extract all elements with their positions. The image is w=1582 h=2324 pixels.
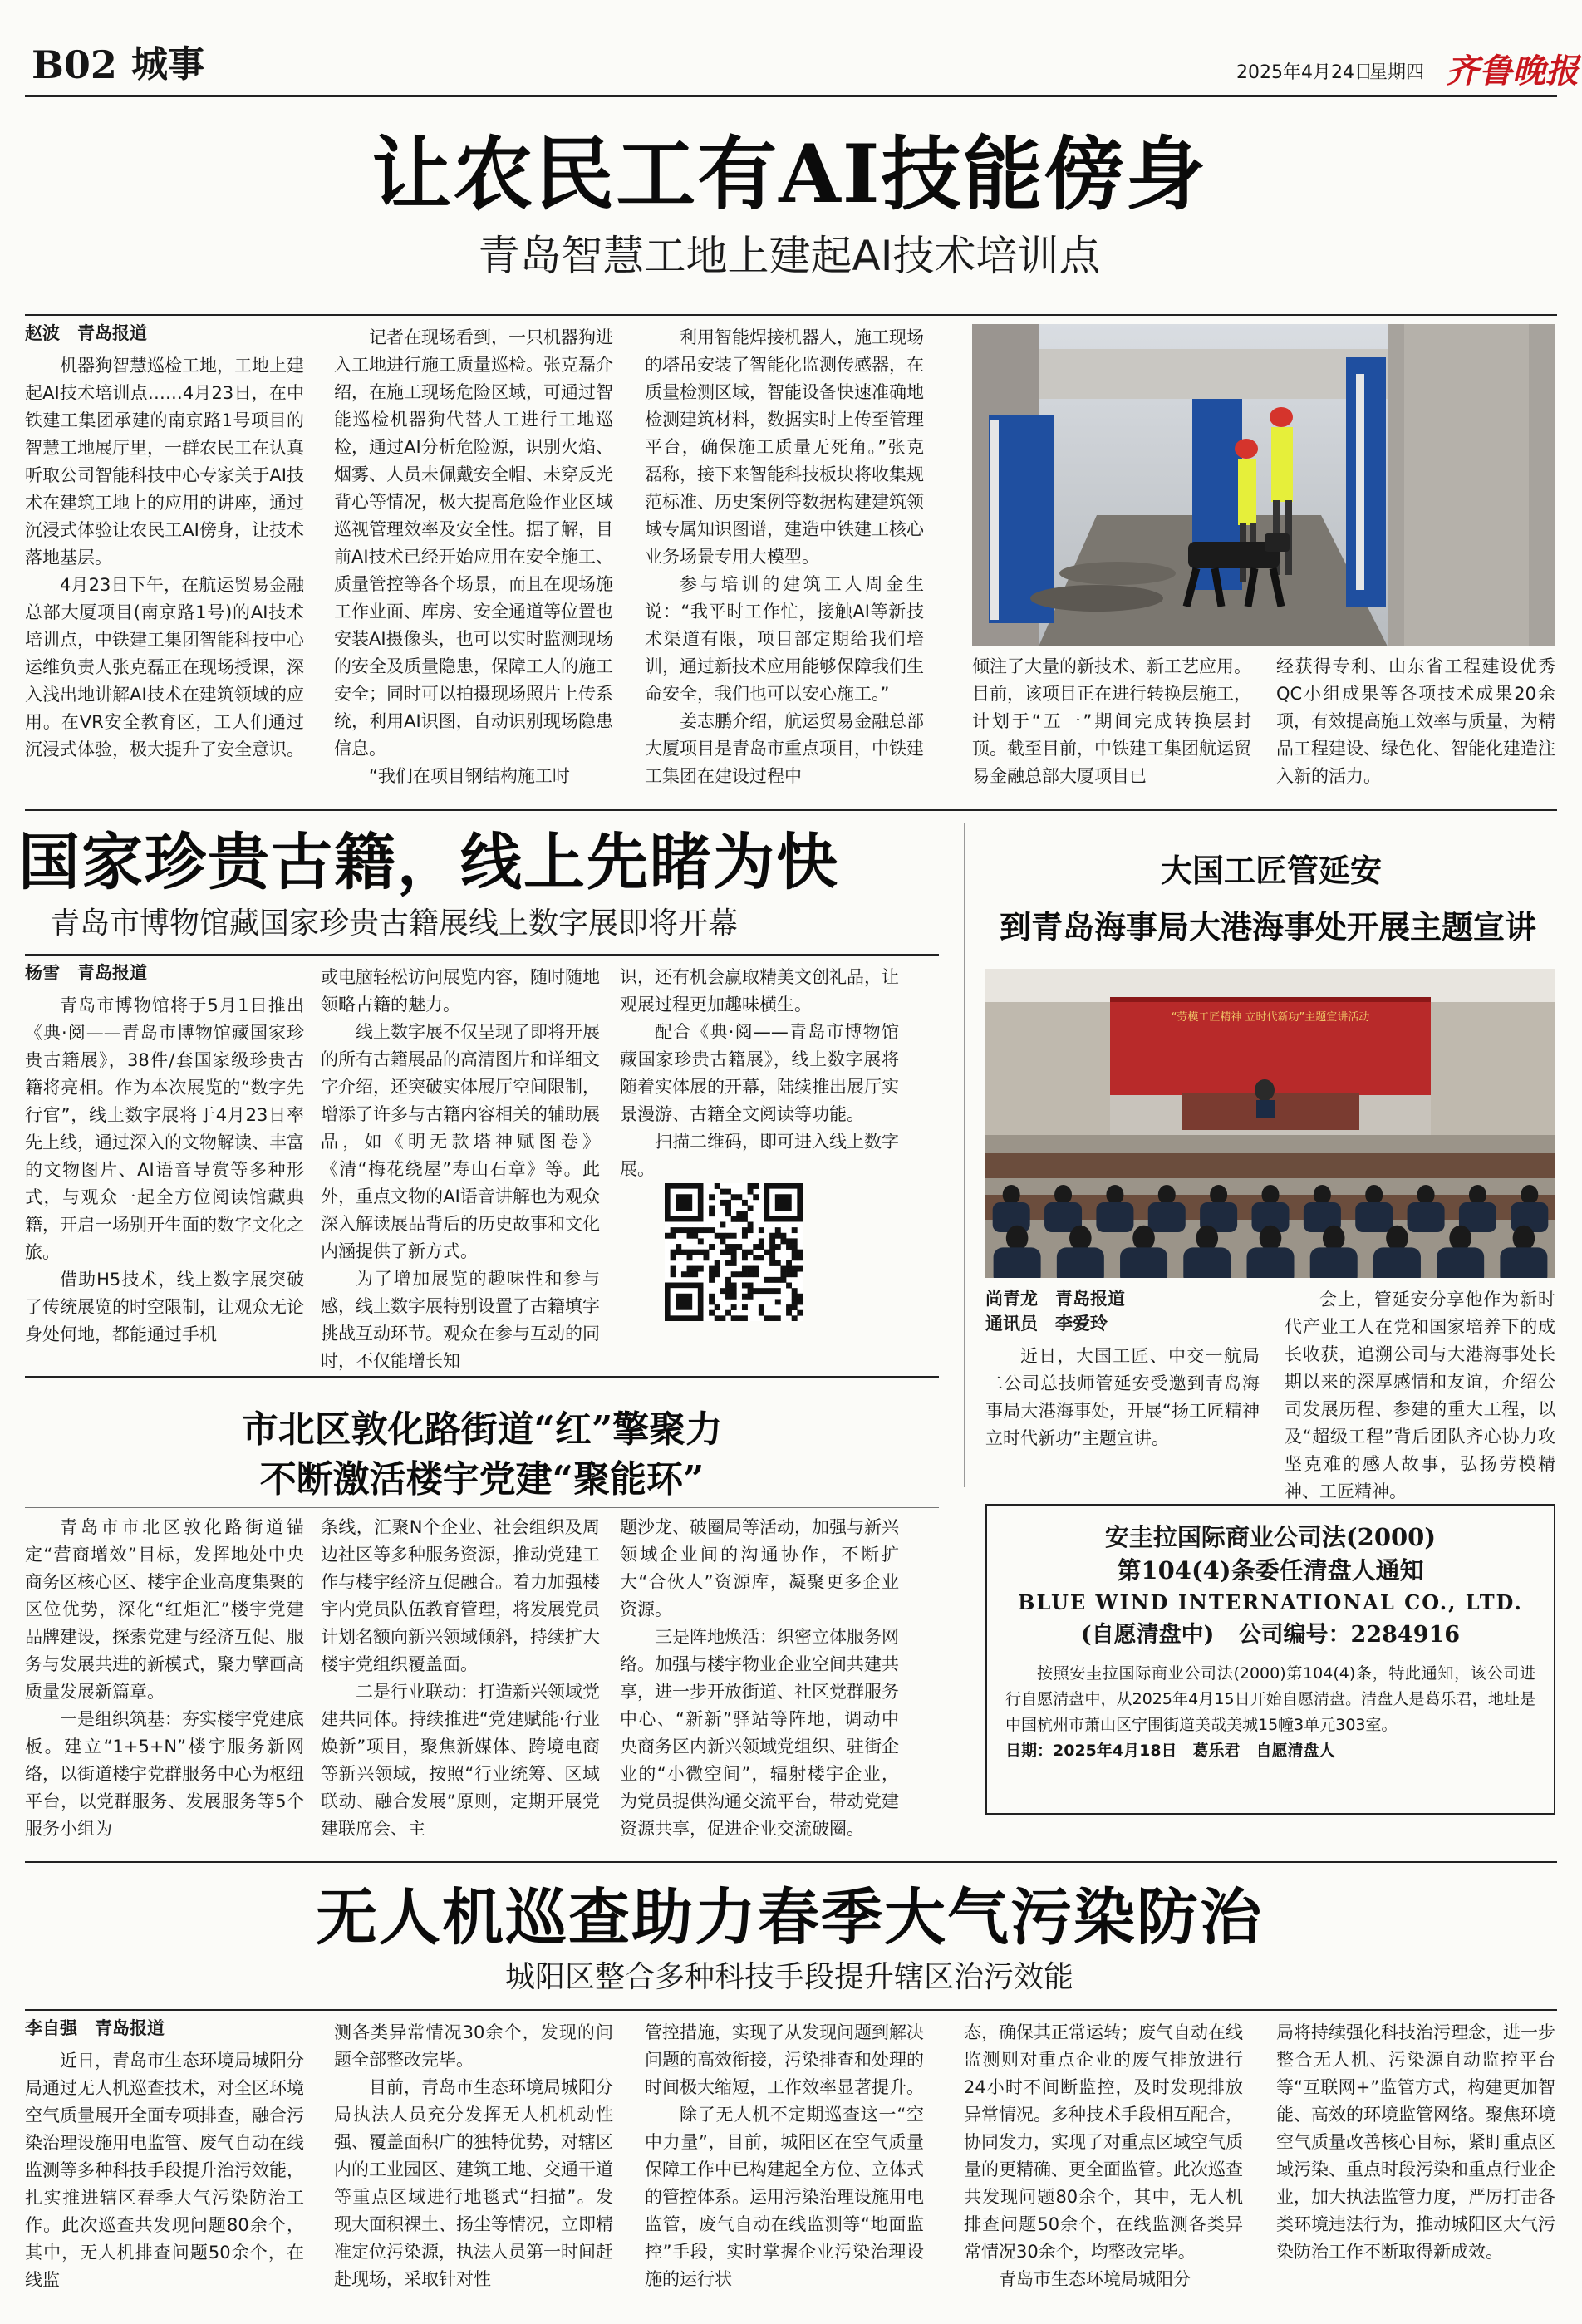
article2-title: 国家珍贵古籍，线上先睹为快 (18, 827, 839, 898)
article1-photo-robot-dog (972, 324, 1555, 646)
issue-date: 2025年4月24日 (1236, 62, 1373, 83)
paragraph: 目前，青岛市生态环境局城阳分局执法人员充分发挥无人机机动性强、覆盖面积广的独特优势，对辖区内的工业园区、建筑工地、交通干道等重点区域进行地毯式“扫描”。发现大面积裸土、扬尘等情况，立即精准定位污染源，执法人员第一时间赶赴现场，采取针对性 (334, 2077, 613, 2289)
liquidation-notice (985, 1504, 1555, 1815)
header-rule (25, 95, 1557, 97)
section-name: 城事 (131, 43, 204, 86)
paragraph: 倾注了大量的新技术、新工艺应用。目前，该项目正在进行转换层施工，计划于“五一”期间完成转换层封顶。截至目前，中铁建工集团航运贸易金融总部大厦项目已 (972, 656, 1251, 786)
article3-subtitle: 到青岛海事局大港海事处开展主题宣讲 (999, 908, 1536, 946)
article2-column-2 (321, 964, 600, 1375)
article5-byline: 李自强 青岛报道 (25, 2018, 165, 2038)
article5-title: 无人机巡查助力春季大气污染防治 (316, 1882, 1263, 1953)
paragraph: 或电脑轻松访问展览内容，随时随地领略古籍的魅力。 (321, 967, 600, 1015)
article1-byline: 赵波 青岛报道 (25, 323, 147, 343)
robot-dog-photo-illustration (972, 324, 1555, 646)
article1-column-2 (334, 324, 613, 790)
paragraph: 经获得专利、山东省工程建设优秀QC小组成果等各项技术成果20余项，有效提高施工效率与质量，为精品工程建设、绿色化、智能化建造注入新的活力。 (1276, 656, 1555, 786)
article4-bottom-rule (25, 1861, 1557, 1863)
article5-column-2 (334, 2019, 613, 2293)
paragraph: 测各类异常情况30余个，发现的问题全部整改完毕。 (334, 2022, 613, 2070)
article3-byline-correspondent: 通讯员 李爱玲 (985, 1314, 1108, 1334)
paragraph: 条线，汇聚N个企业、社会组织及周边社区等多种服务资源，推动党建工作与楼宇经济互促融合。着力加强楼宇内党员队伍教育管理，将发展党员计划名额向新兴领域倾斜，持续扩大楼宇党组织覆盖面。 (321, 1517, 600, 1674)
article5-top-rule (25, 2009, 1557, 2011)
page-code: B02 (32, 42, 117, 87)
paragraph: 参与培训的建筑工人周金生说：“我平时工作忙，接触AI等新技术渠道有限，项目部定期给我们培训，通过新技术应用能够保障我们生命安全，我们也可以安心施工。” (645, 574, 924, 704)
article1-column-3 (645, 324, 924, 790)
paragraph: 二是行业联动：打造新兴领域党建共同体。持续推进“党建赋能·行业焕新”项目，聚焦新媒体、跨境电商等新兴领域，按照“行业统筹、区域联动、融合发展”原则，定期开展党建联席会、主 (321, 1682, 600, 1839)
masthead-logo: 齐鲁晚报 (1446, 52, 1579, 91)
paragraph: 青岛市博物馆将于5月1日推出《典·阅——青岛市博物馆藏国家珍贵古籍展》，38件/套国家级珍贵古籍将亮相。作为本次展览的“数字先行官”，线上数字展将于4月23日率先上线，通过深入的文物解读、丰富的文物图片、AI语音导赏等多种形式，与观众一起全方位阅读馆藏典籍，开启一场别开生面的数字文化之旅。 (25, 995, 304, 1262)
article5-subtitle: 城阳区整合多种科技手段提升辖区治污效能 (504, 1960, 1074, 1994)
page-header (0, 0, 1582, 108)
paragraph: 机器狗智慧巡检工地，工地上建起AI技术培训点……4月23日，在中铁建工集团承建的南京路1号项目的智慧工地展厅里，一群农民工在认真听取公司智能科技中心专家关于AI技术在建筑工地上的应用的讲座，通过沉浸式体验让农民工AI傍身，让技术落地基层。 (25, 356, 304, 567)
qr-code[interactable] (665, 1183, 803, 1321)
article4-column-1 (25, 1514, 304, 1843)
notice-status-line (1005, 1619, 1535, 1654)
article4-column-2 (321, 1514, 600, 1843)
notice-company-number: 公司编号：2284916 (1238, 1622, 1461, 1648)
paragraph: 记者在现场看到，一只机器狗进入工地进行施工质量巡检。张克磊介绍，在施工现场危险区域，可通过智能巡检机器狗代替人工进行工地巡检，通过AI分析危险源，识别火焰、烟雾、人员未佩戴安全帽、未穿反光背心等情况，极大提高危险作业区域巡视管理效率及安全性。据了解，目前AI技术已经开始应用在安全施工、质量管控等各个场景，而且在现场施工作业面、库房、安全通道等位置也安装AI摄像头，也可以实时监测现场的安全及质量隐患，保障工人的施工安全；同时可以拍摄现场照片上传系统，利用AI识图，自动识别现场隐患信息。 (334, 327, 613, 759)
article2-byline: 杨雪 青岛报道 (25, 963, 147, 983)
article1-title: 让农民工有AI技能傍身 (371, 127, 1207, 221)
article4-title-line2: 不断激活楼宇党建“聚能环” (259, 1458, 705, 1501)
article2-top-rule (25, 954, 939, 956)
article1-column-1 (25, 321, 304, 764)
paragraph: 局将持续强化科技治污理念，进一步整合无人机、污染源自动监控平台等“互联网+”监管方式，构建更加智能、高效的环境监管网络。聚焦环境空气质量改善核心目标，紧盯重点区域污染、重点时段污染和重点行业企业，加大执法监管力度，严厉打击各类环境违法行为，推动城阳区大气污染防治工作不断取得新成效。 (1276, 2022, 1555, 2262)
paragraph: 会上，管延安分享他作为新时代产业工人在党和国家培养下的成长收获，追溯公司与大港海事处长期以来的深厚感情和友谊，介绍公司发展历程、参建的重大工程，以及“超级工程”背后团队齐心协力攻坚克难的感人故事，弘扬劳模精神、工匠精神。 (1285, 1290, 1555, 1501)
article1-top-rule (25, 314, 1557, 316)
notice-company-en: BLUE WIND INTERNATIONAL CO., LTD. (1018, 1590, 1523, 1614)
paragraph: 线上数字展不仅呈现了即将开展的所有古籍展品的高清图片和详细文字介绍，还突破实体展厅空间限制，增添了许多与古籍内容相关的辅助展品，如《明无款塔神赋图卷》《清“梅花绕屋”寿山石章》等。此外，重点文物的AI语音讲解也为观众深入解读展品背后的历史故事和文化内涵提供了新方式。 (321, 1022, 600, 1261)
qr-code-pattern (665, 1183, 803, 1321)
article1-column-5 (1276, 653, 1555, 790)
paragraph: 态，确保其正常运转；废气自动在线监测则对重点企业的废气排放进行24小时不间断监控，及时发现排放异常情况。多种技术手段相互配合，协同发力，实现了对重点区域空气质量的更精确、更全面监管。此次巡查共发现问题80余个，其中，无人机排查问题50余个，在线监测各类异常情况30余个，均整改完毕。 (964, 2022, 1243, 2262)
notice-title-line2: 第104(4)条委任清盘人通知 (1117, 1556, 1424, 1585)
paragraph: 利用智能焊接机器人，施工现场的塔吊安装了智能化监测传感器，在质量检测区域，智能设备快速准确地检测建筑材料，数据实时上传至管理平台，确保施工质量无死角。”张克磊称，接下来智能科技板块将收集规范标准、历史案例等数据构建建筑领域专属知识图谱，建造中铁建工核心业务场景专用大模型。 (645, 327, 924, 567)
notice-footer: 日期：2025年4月18日 葛乐君 自愿清盘人 (1005, 1742, 1335, 1760)
article3-column-1 (985, 1286, 1277, 1452)
issue-weekday: 星期四 (1369, 62, 1425, 83)
article3-photo-lecture-hall (985, 969, 1555, 1278)
audience-silhouettes (985, 1162, 1555, 1278)
article2-subtitle: 青岛市博物馆藏国家珍贵古籍展线上数字展即将开幕 (50, 907, 739, 941)
paragraph: 借助H5技术，线上数字展突破了传统展览的时空限制，让观众无论身处何地，都能通过手机 (25, 1270, 304, 1344)
article4-top-rule (25, 1507, 939, 1508)
notice-body: 按照安圭拉国际商业公司法(2000)第104(4)条，特此通知，该公司进行自愿清盘中，从2025年4月15日开始自愿清盘。清盘人是葛乐君，地址是中国杭州市萧山区宁围街道美哉美城15幢3单元303室。 (1005, 1664, 1535, 1734)
paragraph: 配合《典·阅——青岛市博物馆藏国家珍贵古籍展》，线上数字展将随着实体展的开幕，陆续推出展厅实景漫游、古籍全文阅读等功能。 (620, 1022, 899, 1124)
paragraph: 管控措施，实现了从发现问题到解决问题的高效衔接，污染排查和处理的时间极大缩短，工作效率显著提升。 (645, 2022, 924, 2097)
paragraph: 近日，大国工匠、中交一航局二公司总技师管延安受邀到青岛海事局大港海事处，开展“扬工匠精神 立时代新功”主题宣讲。 (985, 1346, 1277, 1448)
article3-byline-reporter: 尚青龙 青岛报道 (985, 1289, 1125, 1309)
article5-column-4 (964, 2019, 1243, 2293)
article5-column-5 (1276, 2019, 1555, 2266)
column-divider-right (964, 823, 965, 1487)
paragraph: 除了无人机不定期巡查这一“空中力量”，目前，城阳区在空气质量保障工作中已构建起全方位、立体式的管控体系。运用污染治理设施用电监管，废气自动在线监测等“地面监控”手段，实时掌握企业污染治理设施的运行状 (645, 2105, 924, 2289)
paragraph: 题沙龙、破圈局等活动，加强与新兴领域企业间的沟通协作，不断扩大“合伙人”资源库，凝聚更多企业资源。 (620, 1517, 899, 1619)
article2-column-1 (25, 961, 304, 1349)
article4-column-3 (620, 1514, 899, 1843)
article5-column-3 (645, 2019, 924, 2293)
article1-bottom-rule (25, 809, 1557, 811)
article1-column-4 (972, 653, 1251, 790)
article3-column-2 (1285, 1286, 1555, 1506)
paragraph: 为了增加展览的趣味性和参与感，线上数字展特别设置了古籍填字挑战互动环节。观众在参与互动的同时，不仅能增长知 (321, 1269, 600, 1371)
article2-bottom-rule (25, 1376, 939, 1378)
paragraph: “我们在项目钢结构施工时 (369, 766, 570, 786)
paragraph: 识，还有机会赢取精美文创礼品，让观展过程更加趣味横生。 (620, 967, 899, 1015)
notice-title-line1: 安圭拉国际商业公司法(2000) (1104, 1523, 1437, 1551)
paragraph: 近日，青岛市生态环境局城阳分局通过无人机巡查技术，对全区环境空气质量展开全面专项排查，融合污染治理设施用电监管、废气自动在线监测等多种科技手段提升治污效能，扎实推进辖区春季大气污染防治工作。此次巡查共发现问题80余个，其中，无人机排查问题50余个，在线监 (25, 2051, 304, 2290)
banner-text: “劳模工匠精神 立时代新功”主题宣讲活动 (1171, 1011, 1370, 1024)
article4-title-line1: 市北区敦化路街道“红”擎聚力 (241, 1408, 723, 1451)
notice-status: (自愿清盘中) (1080, 1622, 1215, 1648)
paragraph: 青岛市市北区敦化路街道锚定“营商增效”目标，发挥地处中央商务区核心区、楼宇企业高度集聚的区位优势，深化“红炬汇”楼宇党建品牌建设，探索党建与经济互促、服务与发展共进的新模式，聚力擘画高质量发展新篇章。 (25, 1517, 304, 1702)
paragraph: 4月23日下午，在航运贸易金融总部大厦项目(南京路1号)的AI技术培训点，中铁建工集团智能科技中心运维负责人张克磊正在现场授课，深入浅出地讲解AI技术在建筑领域的应用。在VR安全教育区，工人们通过沉浸式体验，极大提升了安全意识。 (25, 575, 304, 759)
paragraph: 姜志鹏介绍，航运贸易金融总部大厦项目是青岛市重点项目，中铁建工集团在建设过程中 (645, 711, 924, 786)
article3-title: 大国工匠管延安 (1160, 852, 1382, 889)
paragraph: 扫描二维码，即可进入线上数字展。 (620, 1132, 899, 1179)
paragraph: 三是阵地焕活：织密立体服务网络。加强与楼宇物业企业空间共建共享，进一步开放街道、社区党群服务中心、“新新”驿站等阵地，调动中央商务区内新兴领域党组织、驻街企业的“小微空间”，辐射楼宇企业，为党员提供沟通交流平台，带动党建资源共享，促进企业交流破圈。 (620, 1627, 899, 1839)
article2-column-3 (620, 964, 899, 1183)
paragraph: 青岛市生态环境局城阳分 (999, 2269, 1191, 2289)
article1-subtitle: 青岛智慧工地上建起AI技术培训点 (478, 232, 1101, 280)
paragraph: 一是组织筑基：夯实楼宇党建底板。建立“1+5+N”楼宇服务新网络，以街道楼宇党群服务中心为枢纽平台，以党群服务、发展服务等5个服务小组为 (25, 1709, 304, 1839)
article5-column-1 (25, 2016, 304, 2294)
